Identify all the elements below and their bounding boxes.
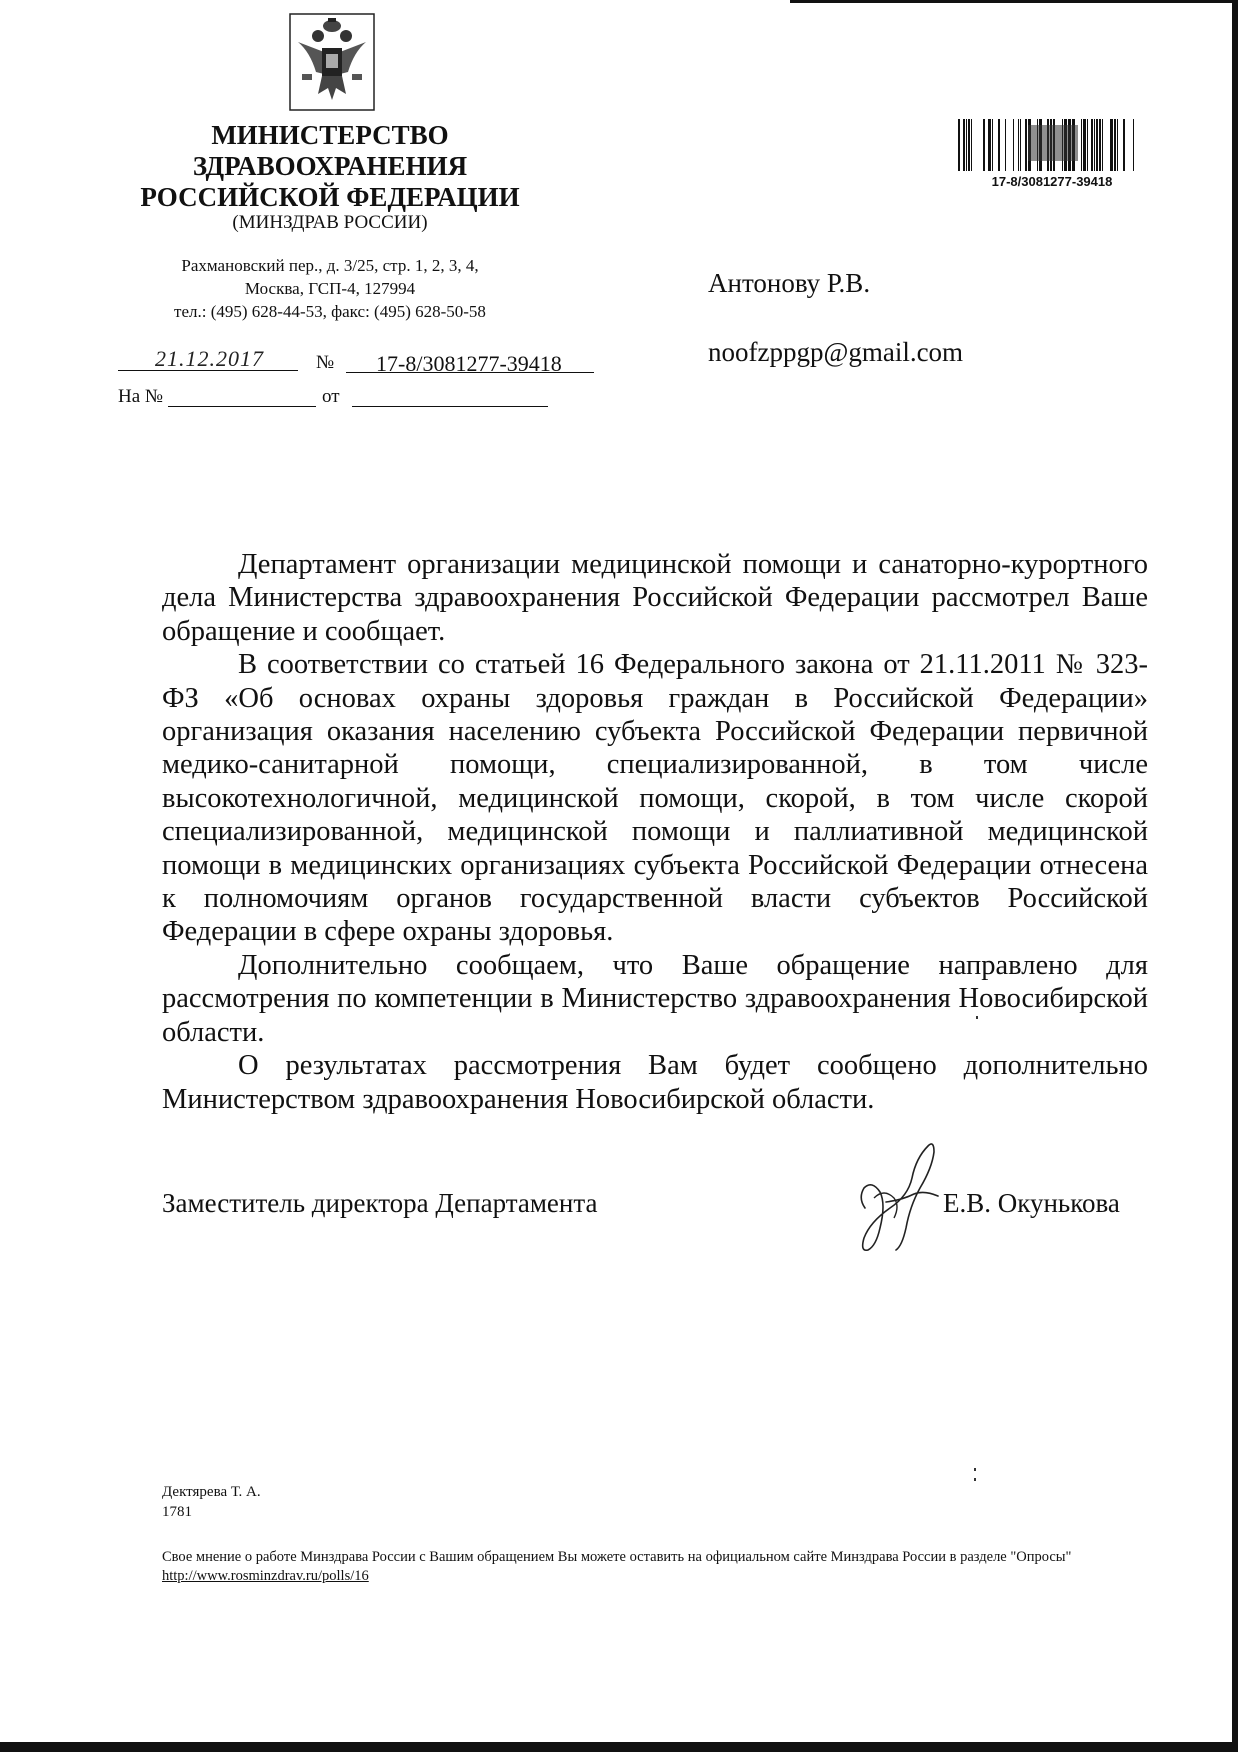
polls-link[interactable]: http://www.rosminzdrav.ru/polls/16 — [162, 1568, 369, 1584]
scan-speck — [976, 1016, 978, 1019]
ministry-name — [110, 120, 550, 213]
scan-edge-bottom — [0, 1742, 1238, 1752]
registration-number: 17-8/3081277-39418 — [376, 351, 562, 376]
letter-body — [162, 548, 1148, 1116]
barcode-number: 17-8/3081277-39418 — [991, 174, 1113, 189]
body-paragraph: Дополнительно сообщаем, что Ваше обращение направлено для рассмотрения по компетенции в Министерство здравоохранения Новосибирской области. — [162, 949, 1148, 1048]
address-line: Рахмановский пер., д. 3/25, стр. 1, 2, 3, 4, — [181, 256, 479, 275]
coat-of-arms-emblem — [288, 12, 376, 112]
feedback-note — [162, 1548, 1152, 1586]
scan-edge-top — [790, 0, 1238, 3]
ministry-address — [110, 254, 550, 323]
scan-speck — [974, 1478, 976, 1481]
body-paragraph: В соответствии со статьей 16 Федерального закона от 21.11.2011 № 323-ФЗ «Об основах охраны здоровья граждан в Российской Федерации» организация оказания населению субъекта Российской Федерации первичной медико-санитарной помощи, специализированной, в том числе высокотехнологичной, медицинской помощи, скорой, в том числе скорой специализированной, медицинской помощи и паллиативной медицинской помощи в медицинских организациях субъекта Российской Федерации отнесена к полномочиям органов государственной власти субъектов Российской Федерации в сфере охраны здоровья. — [162, 649, 1148, 948]
reference-number-blank — [168, 406, 316, 407]
feedback-text: Свое мнение о работе Минздрава России с Вашим обращением Вы можете оставить на официальном сайте Минздрава России в разделе "Опросы" — [162, 1549, 1072, 1565]
executor-phone: 1781 — [162, 1504, 192, 1520]
ministry-line: МИНИСТЕРСТВО — [211, 120, 449, 150]
ministry-line: ЗДРАВООХРАНЕНИЯ — [192, 151, 468, 181]
body-paragraph: О результатах рассмотрения Вам будет сообщено дополнительно Министерством здравоохранения Новосибирской области. — [162, 1050, 1148, 1115]
handwritten-date: 21.12.2017 — [155, 346, 264, 371]
barcode-icon — [958, 119, 1146, 171]
recipient-email: noofzppgp@gmail.com — [708, 337, 964, 367]
body-paragraph: Департамент организации медицинской помощи и санаторно-курортного дела Министерства здравоохранения Российской Федерации рассмотрел Ваше обращение и сообщает. — [162, 549, 1148, 647]
reference-date-label: от — [322, 386, 340, 407]
signatory-name: Е.В. Окунькова — [943, 1188, 1120, 1218]
signatory-title: Заместитель директора Департамента — [162, 1188, 598, 1218]
number-sign: № — [316, 352, 335, 373]
executor-info — [162, 1482, 261, 1522]
executor-name: Дектярева Т. А. — [162, 1484, 261, 1500]
ministry-line: РОССИЙСКОЙ ФЕДЕРАЦИИ — [140, 182, 520, 212]
address-line: Москва, ГСП-4, 127994 — [244, 279, 416, 298]
recipient-name: Антонову Р.В. — [708, 268, 871, 298]
scan-edge-right — [1232, 0, 1238, 1752]
address-line: тел.: (495) 628-44-53, факс: (495) 628-50-58 — [174, 302, 486, 321]
reference-date-blank — [352, 406, 548, 407]
ministry-short-name: (МИНЗДРАВ РОССИИ) — [232, 212, 428, 233]
scan-speck — [974, 1468, 976, 1471]
reference-number-label: На № — [118, 386, 164, 407]
